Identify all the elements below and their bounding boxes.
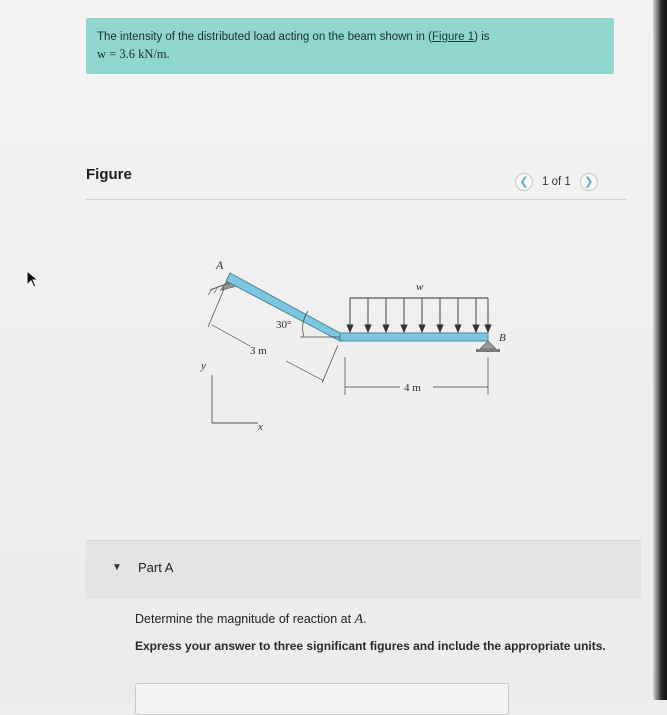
problem-text <box>97 31 490 43</box>
label-axis-y: y <box>201 360 206 372</box>
pager-text: 1 of 1 <box>542 176 571 188</box>
answer-input[interactable] <box>135 683 509 715</box>
chevron-left-icon[interactable]: ❮ <box>515 173 533 191</box>
beam-diagram <box>190 245 530 435</box>
label-horizontal-length: 4 m <box>404 382 421 394</box>
label-axis-x: x <box>258 421 263 433</box>
distributed-load <box>347 298 491 332</box>
answer-instructions: Express your answer to three significant figures and include the appropriate units. <box>135 639 606 653</box>
label-load: w <box>416 281 424 293</box>
label-point-b: B <box>499 332 506 344</box>
caret-down-icon[interactable]: ▼ <box>112 562 122 573</box>
divider <box>86 199 626 200</box>
screen-edge <box>653 0 667 700</box>
label-point-a: A <box>216 258 224 272</box>
chevron-right-icon[interactable]: ❯ <box>580 173 598 191</box>
part-a-label[interactable]: Part A <box>138 560 174 575</box>
figure-title: Figure <box>86 166 132 183</box>
question-text <box>135 612 367 628</box>
question-suffix: . <box>363 612 367 626</box>
figure-link[interactable]: Figure 1 <box>431 31 475 43</box>
mouse-cursor-icon <box>26 270 40 288</box>
problem-statement <box>86 18 614 74</box>
problem-suffix: ) is <box>474 31 490 43</box>
horizontal-beam <box>340 333 488 341</box>
load-value: w = 3.6 kN/m. <box>97 47 170 61</box>
question-variable: A <box>354 612 364 627</box>
figure-pager <box>515 172 598 192</box>
axes <box>212 375 258 423</box>
label-angle: 30° <box>276 319 292 331</box>
problem-prefix: The intensity of the distributed load acting on the beam shown in ( <box>97 31 432 43</box>
roller-support-b <box>476 341 500 352</box>
question-prefix: Determine the magnitude of reaction at <box>135 612 355 626</box>
label-inclined-length: 3 m <box>250 345 267 357</box>
